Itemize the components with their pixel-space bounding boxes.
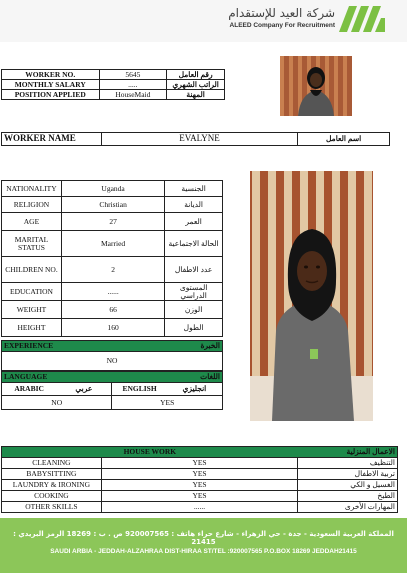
children-value: 2 (61, 257, 164, 283)
english-label-ar: انجليزي (167, 383, 223, 396)
language-label-ar: اللغات (112, 372, 223, 383)
babysitting-value: YES (101, 469, 297, 480)
experience-value: NO (2, 352, 223, 371)
cleaning-label-ar: التنظيف (298, 458, 398, 469)
worker-photo-small (280, 56, 352, 116)
top-info-table (1, 69, 225, 100)
house-work-label: HOUSE WORK (2, 447, 298, 458)
position-label-ar: المهنة (167, 90, 225, 100)
language-label: LANGUAGE (2, 372, 112, 383)
house-work-table (1, 446, 398, 513)
position-value: HouseMaid (99, 90, 167, 100)
religion-value: Christian (61, 197, 164, 213)
religion-label-ar: الديانة (165, 197, 223, 213)
marital-status-label-ar: الحالة الاجتماعية (165, 231, 223, 257)
cooking-value: YES (101, 491, 297, 502)
worker-name-label: WORKER NAME (2, 133, 102, 146)
english-label: ENGLISH (112, 383, 167, 396)
salary-label: MONTHLY SALARY (2, 80, 100, 90)
cooking-label-ar: الطبخ (298, 491, 398, 502)
experience-table (1, 340, 223, 371)
children-label: CHILDREN NO. (2, 257, 62, 283)
worker-name-table (1, 132, 390, 146)
nationality-label: NATIONALITY (2, 181, 62, 197)
weight-label-ar: الوزن (165, 301, 223, 319)
worker-no-value: 5645 (99, 70, 167, 80)
details-table (1, 180, 223, 337)
page-footer (0, 518, 407, 573)
marital-status-value: Married (61, 231, 164, 257)
nationality-value: Uganda (61, 181, 164, 197)
salary-value: ..... (99, 80, 167, 90)
cleaning-label: CLEANING (2, 458, 102, 469)
cooking-label: COOKING (2, 491, 102, 502)
salary-label-ar: الراتب الشهري (167, 80, 225, 90)
height-label-ar: الطول (165, 319, 223, 337)
children-label-ar: عدد الاطفال (165, 257, 223, 283)
laundry-value: YES (101, 480, 297, 491)
babysitting-label: BABYSITTING (2, 469, 102, 480)
footer-address-english: SAUDI ARBIA - JEDDAH-ALZAHRAA DIST-HIRAA ST/TEL :920007565 P.O.BOX 18269 JEDDAH21415 (50, 548, 357, 555)
other-skills-value: ...... (101, 502, 297, 513)
education-value: ...... (61, 283, 164, 301)
position-label: POSITION APPLIED (2, 90, 100, 100)
height-value: 160 (61, 319, 164, 337)
weight-value: 66 (61, 301, 164, 319)
arabic-value: NO (2, 396, 112, 410)
religion-label: RELIGION (2, 197, 62, 213)
experience-label-ar: الخبرة (112, 341, 222, 352)
laundry-label-ar: الغسيل و الكي (298, 480, 398, 491)
experience-label: EXPERIENCE (2, 341, 113, 352)
age-value: 27 (61, 213, 164, 231)
other-skills-label-ar: المهارات الأخرى (298, 502, 398, 513)
nationality-label-ar: الجنسية (165, 181, 223, 197)
worker-name-label-ar: اسم العامل (298, 133, 390, 146)
marital-status-label: MARITAL STATUS (2, 231, 62, 257)
worker-photo-large (250, 171, 373, 421)
arabic-label-ar: عربي (56, 383, 112, 396)
worker-name-value: EVALYNE (101, 133, 297, 146)
company-logo-icon (339, 6, 385, 32)
education-label-ar: المستوى الدراسي (165, 283, 223, 301)
babysitting-label-ar: تربية الاطفال (298, 469, 398, 480)
other-skills-label: OTHER SKILLS (2, 502, 102, 513)
weight-label: WEIGHT (2, 301, 62, 319)
age-label: AGE (2, 213, 62, 231)
english-value: YES (112, 396, 223, 410)
age-label-ar: العمر (165, 213, 223, 231)
house-work-label-ar: الاعمال المنزلية (298, 447, 398, 458)
language-table (1, 371, 223, 410)
education-label: EDUCATION (2, 283, 62, 301)
arabic-label: ARABIC (2, 383, 57, 396)
worker-no-label: WORKER NO. (2, 70, 100, 80)
laundry-label: LAUNDRY & IRONING (2, 480, 102, 491)
worker-no-label-ar: رقم العامل (167, 70, 225, 80)
company-name-english: ALEED Company For Recruitment (229, 22, 335, 29)
cleaning-value: YES (101, 458, 297, 469)
footer-address-arabic: المملكة العربية السعودية - جدة - حي الزهراء - شارع حراء هاتف : 920007565 ص . ب : 18269 الرمز البريدي : 21415 (13, 530, 394, 546)
company-name-arabic: شركة العيد للإستقدام (228, 6, 335, 20)
height-label: HEIGHT (2, 319, 62, 337)
